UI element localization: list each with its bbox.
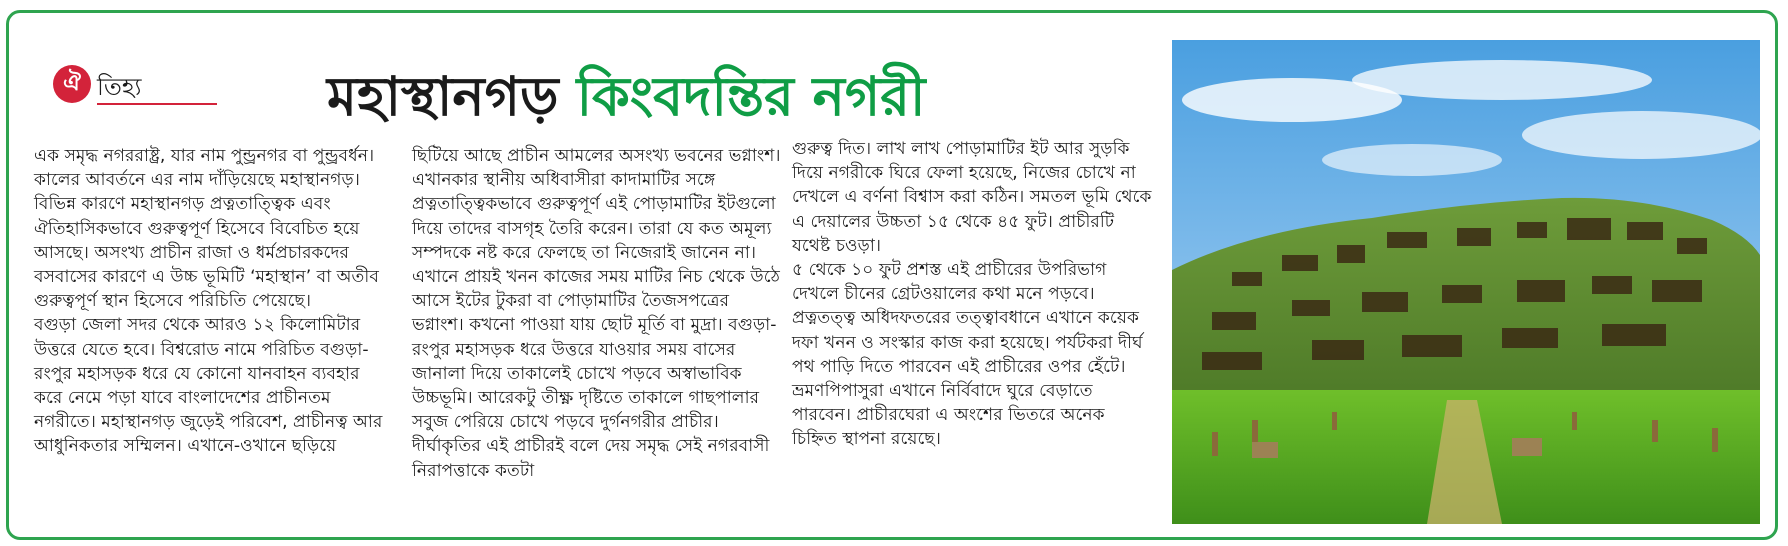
mahasthangarh-photo <box>1172 40 1760 524</box>
section-logo-underline <box>97 103 217 105</box>
headline-sub: কিংবদন্তির নগরী <box>576 65 926 128</box>
section-logo-badge: ঐ <box>53 65 91 103</box>
paragraph: গুরুত্ব দিত। লাখ লাখ পোড়ামাটির ইট আর সুড়কি দিয়ে নগরীকে ঘিরে ফেলা হয়েছে, নিজের চোখে না দেখলে এ বর্ণনা বিশ্বাস করা কঠিন। সমতল ভূমি থেকে এ দেয়ালের উচ্চতা ১৫ থেকে ৪৫ ফুট। প্রাচীরটি যথেষ্ট চওড়া। <box>792 139 1152 256</box>
section-logo <box>53 63 173 109</box>
mahasthangarh-photo-illustration <box>1172 40 1760 524</box>
headline <box>327 55 925 145</box>
headline-main: মহাস্থানগড় <box>327 65 559 128</box>
article-column-1 <box>34 144 384 459</box>
section-logo-text: তিহ্য <box>97 73 142 101</box>
paragraph: ছিটিয়ে আছে প্রাচীন আমলের অসংখ্য ভবনের ভগ্নাংশ। এখানকার স্থানীয় অধিবাসীরা কাদামাটির সঙ্গে প্রত্নতাত্ত্বিকভাবে গুরুত্বপূর্ণ এই পোড়ামাটির ইটগুলো দিয়ে তাদের বাসগৃহ তৈরি করেন। তারা যে কত অমূল্য সম্পদকে নষ্ট করে ফেলছে তা নিজেরাই জানেন না। এখানে প্রায়ই খনন কাজের সময় মাটির নিচ থেকে উঠে আসে ইটের টুকরা বা পোড়ামাটির তৈজসপত্রের ভগ্নাংশ। কখনো পাওয়া যায় ছোট মূর্তি বা মুদ্রা। বগুড়া-রংপুর মহাসড়ক ধরে উত্তরে যাওয়ার সময় বাসের জানালা দিয়ে তাকালেই চোখে পড়বে অস্বাভাবিক উচ্চভূমি। আরেকটু তীক্ষ্ণ দৃষ্টিতে তাকালে গাছপালার সবুজ পেরিয়ে চোখে পড়বে দুর্গনগরীর প্রাচীর। দীর্ঘাকৃতির এই প্রাচীরই বলে দেয় সমৃদ্ধ সেই নগরবাসী নিরাপত্তাকে কতটা <box>412 146 781 481</box>
paragraph: বগুড়া জেলা সদর থেকে আরও ১২ কিলোমিটার উত্তরে যেতে হবে। বিশ্বরোড নামে পরিচিত বগুড়া-রংপুর মহাসড়ক ধরে যে কোনো যানবাহন ব্যবহার করে নেমে পড়া যাবে বাংলাদেশের প্রাচীনতম নগরীতে। মহাস্থানগড় জুড়েই পরিবেশ, প্রাচীনত্ব আর আধুনিকতার সম্মিলন। এখানে-ওখানে ছড়িয়ে <box>34 315 383 457</box>
paragraph: ৫ থেকে ১০ ফুট প্রশস্ত এই প্রাচীরের উপরিভাগ দেখলে চীনের গ্রেটওয়ালের কথা মনে পড়বে। প্রত্নতত্ত্ব অধিদফতরের তত্ত্বাবধানে এখানে কয়েক দফা খনন ও সংস্কার কাজ করা হয়েছে। পর্যটকরা দীর্ঘ পথ পাড়ি দিতে পারবেন এই প্রাচীরের ওপর হেঁটে। ভ্রমণপিপাসুরা এখানে নির্বিবাদে ঘুরে বেড়াতে পারবেন। প্রাচীরঘেরা এ অংশের ভিতরে অনেক চিহ্নিত স্থাপনা রয়েছে। <box>792 260 1143 450</box>
paragraph: বিভিন্ন কারণে মহাস্থানগড় প্রত্নতাত্ত্বিক এবং ঐতিহাসিকভাবে গুরুত্বপূর্ণ হিসেবে বিবেচিত হয়ে আসছে। অসংখ্য প্রাচীন রাজা ও ধর্মপ্রচারকদের বসবাসের কারণে এ উচ্চ ভূমিটি ‘মহাস্থান’ বা অতীব গুরুত্বপূর্ণ স্থান হিসেবে পরিচিতি পেয়েছে। <box>34 194 379 312</box>
article-column-2 <box>412 144 782 483</box>
article-column-3 <box>792 137 1152 452</box>
paragraph: এক সমৃদ্ধ নগররাষ্ট্র, যার নাম পুন্ড্রনগর বা পুন্ড্রবর্ধন। কালের আবর্তনে এর নাম দাঁড়িয়েছে মহাস্থানগড়। <box>34 146 375 191</box>
